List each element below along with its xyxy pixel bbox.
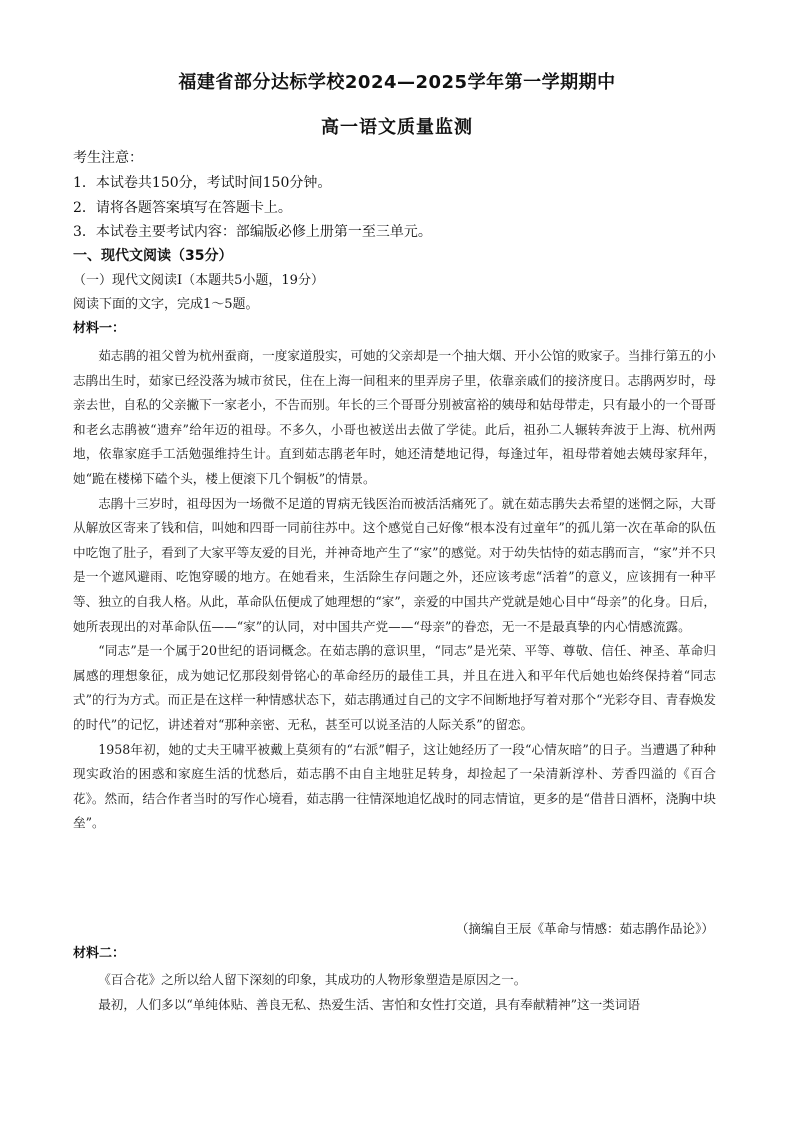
material1-paragraph: “同志”是一个属于20世纪的语词概念。在茹志鹃的意识里，“同志”是光荣、平等、尊敬、信任、神圣、革命归属感的理想象征，成为她记忆那段刻骨铭心的革命经历的最佳工具，并且在进入和平年代后她也始终保持着“同志式”的行为方式。而正是在这样一种情感状态下，茹志鹃通过自己的文字不间断地抒写着对那个“光彩夺目、青春焕发的时代”的记忆，讲述着对“那种亲密、无私，甚至可以说圣洁的人际关系”的留恋。	[73, 643, 716, 732]
notice-heading: 考生注意：	[73, 150, 143, 166]
exam-title: 福建省部分达标学校2024—2025学年第一学期期中	[178, 72, 616, 93]
exam-subtitle: 高一语文质量监测	[321, 117, 473, 138]
material1-source: （摘编自王辰《革命与情感：茹志鹃作品论》）	[455, 921, 714, 936]
material1-paragraph: 1958年初，她的丈夫王啸平被戴上莫须有的“右派”帽子，这让她经历了一段“心情灰暗”的日子。当遭遇了种种现实政治的困惑和家庭生活的忧愁后，茹志鹃不由自主地驻足转身，却捡起了一朵清新淳朴、芳香四溢的《百合花》。然而，结合作者当时的写作心境看，茹志鹃一往情深地追忆战时的同志情谊，更多的是“借昔日酒杯，浇胸中块垒”。	[73, 741, 716, 831]
notice-item-2: 2．请将各题答案填写在答题卡上。	[73, 200, 292, 216]
reading-instruction: 阅读下面的文字，完成1～5题。	[73, 297, 259, 312]
material2-body	[73, 968, 716, 1017]
notice-item-1: 1．本试卷共150分，考试时间150分钟。	[73, 175, 332, 191]
material1-body	[73, 344, 716, 836]
material2-paragraph: 最初，人们多以“单纯体贴、善良无私、热爱生活、害怕和女性打交道，具有奉献精神”这一类词语	[98, 996, 641, 1012]
material1-paragraph: 志鹃十三岁时，祖母因为一场微不足道的胃病无钱医治而被活活痛死了。就在茹志鹃失去希望的迷惘之际，大哥从解放区寄来了钱和信，叫她和四哥一同前往苏中。这个感觉自己好像“根本没有过童年”的孤儿第一次在革命的队伍中吃饱了肚子，看到了大家平等友爱的目光，并神奇地产生了“家”的感觉。对于幼失怙恃的茹志鹃而言，“家”并不只是一个遮风避雨、吃饱穿暖的地方。在她看来，生活除生存问题之外，还应该考虑“活着”的意义，应该拥有一种平等、独立的自我人格。从此，革命队伍便成了她理想的“家”，亲爱的中国共产党就是她心目中“母亲”的化身。日后，她所表现出的对革命队伍——“家”的认同，对中国共产党——“母亲”的眷恋，无一不是最真挚的内心情感流露。	[73, 495, 716, 634]
notice-item-3: 3．本试卷主要考试内容：部编版必修上册第一至三单元。	[73, 224, 432, 240]
material1-label: 材料一：	[73, 321, 126, 336]
material1-paragraph: 茹志鹃的祖父曾为杭州蚕商，一度家道殷实，可她的父亲却是一个抽大烟、开小公馆的败家子。当排行第五的小志鹃出生时，茹家已经没落为城市贫民，住在上海一间租来的里弄房子里，依靠亲戚们的接济度日。志鹃两岁时，母亲去世，自私的父亲撇下一家老小，不告而别。年长的三个哥哥分别被富裕的姨母和姑母带走，只有最小的一个哥哥和老幺志鹃被“遗弃”给年迈的祖母。不多久，小哥也被送出去做了学徒。此后，祖孙二人辗转奔波于上海、杭州两地，依靠家庭手工活勉强维持生计。直到茹志鹃老年时，她还清楚地记得，每逢过年，祖母带着她去姨母家拜年，她“跪在楼梯下磕个头，楼上便滚下几个铜板”的情景。	[73, 348, 716, 486]
material2-paragraph: 《百合花》之所以给人留下深刻的印象，其成功的人物形象塑造是原因之一。	[98, 972, 527, 987]
material2-label: 材料二：	[73, 946, 126, 961]
section-heading: 一、现代文阅读（35分）	[73, 248, 233, 264]
subsection-heading: （一）现代文阅读Ⅰ（本题共5小题，19分）	[73, 273, 324, 288]
